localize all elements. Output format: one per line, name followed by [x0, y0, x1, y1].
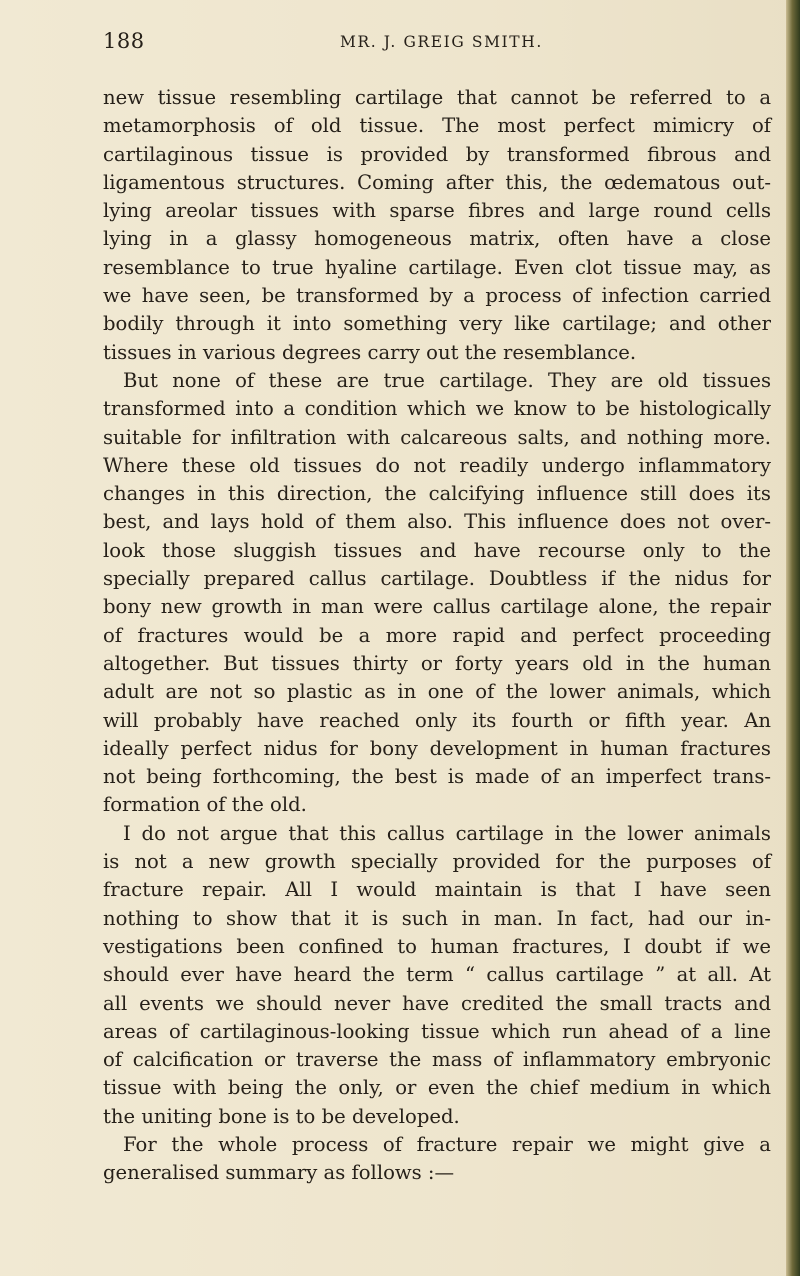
- text-line: altogether. But tissues thirty or forty years old in the human: [103, 651, 771, 675]
- text-line: not being forthcoming, the best is made of an imperfect trans-: [103, 765, 771, 789]
- paragraph-start-line: For the whole process of fracture repair we might give a: [123, 1132, 771, 1156]
- text-line: generalised summary as follows :—: [103, 1161, 455, 1185]
- text-line: bony new growth in man were callus cartilage alone, the repair: [103, 595, 771, 619]
- text-line: is not a new growth specially provided for the purposes of: [103, 850, 771, 874]
- paragraph-start-line: I do not argue that this callus cartilage in the lower animals: [123, 821, 771, 845]
- text-line: metamorphosis of old tissue. The most perfect mimicry of: [103, 114, 771, 138]
- text-line: formation of the old.: [103, 793, 307, 817]
- running-title: MR. J. GREIG SMITH.: [340, 33, 543, 51]
- text-line: cartilaginous tissue is provided by transformed fibrous and: [103, 142, 771, 166]
- text-line: bodily through it into something very like cartilage; and other: [103, 312, 771, 336]
- text-line: tissue with being the only, or even the chief medium in which: [103, 1076, 771, 1100]
- text-line: should ever have heard the term “ callus cartilage ” at all. At: [103, 963, 771, 987]
- text-line: vestigations been confined to human fractures, I doubt if we: [103, 934, 771, 958]
- text-line: of calcification or traverse the mass of inflammatory embryonic: [103, 1048, 771, 1072]
- page-number: 188: [103, 29, 145, 53]
- text-line: all events we should never have credited the small tracts and: [103, 991, 771, 1015]
- text-line: adult are not so plastic as in one of the lower animals, which: [103, 680, 771, 704]
- text-line: ideally perfect nidus for bony development in human fractures: [103, 736, 771, 760]
- text-line: lying in a glassy homogeneous matrix, often have a close: [103, 227, 771, 251]
- paragraph-start-line: But none of these are true cartilage. They are old tissues: [123, 368, 771, 392]
- text-line: best, and lays hold of them also. This influence does not over-: [103, 510, 771, 534]
- text-line: specially prepared callus cartilage. Doubtless if the nidus for: [103, 567, 771, 591]
- text-line: lying areolar tissues with sparse fibres and large round cells: [103, 199, 771, 223]
- body-text: [103, 84, 771, 1188]
- text-line: ligamentous structures. Coming after this, the œdematous out-: [103, 170, 771, 194]
- text-line: suitable for infiltration with calcareous salts, and nothing more.: [103, 425, 771, 449]
- text-line: fracture repair. All I would maintain is that I have seen: [103, 878, 771, 902]
- text-line: look those sluggish tissues and have recourse only to the: [103, 538, 771, 562]
- text-line: will probably have reached only its fourth or fifth year. An: [103, 708, 771, 732]
- text-line: changes in this direction, the calcifying influence still does its: [103, 482, 771, 506]
- text-line: new tissue resembling cartilage that cannot be referred to a: [103, 86, 771, 109]
- text-line: resemblance to true hyaline cartilage. Even clot tissue may, as: [103, 255, 771, 279]
- text-line: the uniting bone is to be developed.: [103, 1104, 460, 1128]
- text-line: Where these old tissues do not readily undergo inflammatory: [103, 453, 771, 477]
- text-line: transformed into a condition which we know to be histologically: [103, 397, 771, 421]
- page-edge-shadow: [786, 0, 800, 1276]
- text-line: we have seen, be transformed by a process of infection carried: [103, 284, 771, 308]
- text-line: of fractures would be a more rapid and perfect proceeding: [103, 623, 771, 647]
- text-line: nothing to show that it is such in man. In fact, had our in-: [103, 906, 771, 930]
- text-line: areas of cartilaginous-looking tissue which run ahead of a line: [103, 1019, 771, 1043]
- text-line: tissues in various degrees carry out the resemblance.: [103, 340, 637, 364]
